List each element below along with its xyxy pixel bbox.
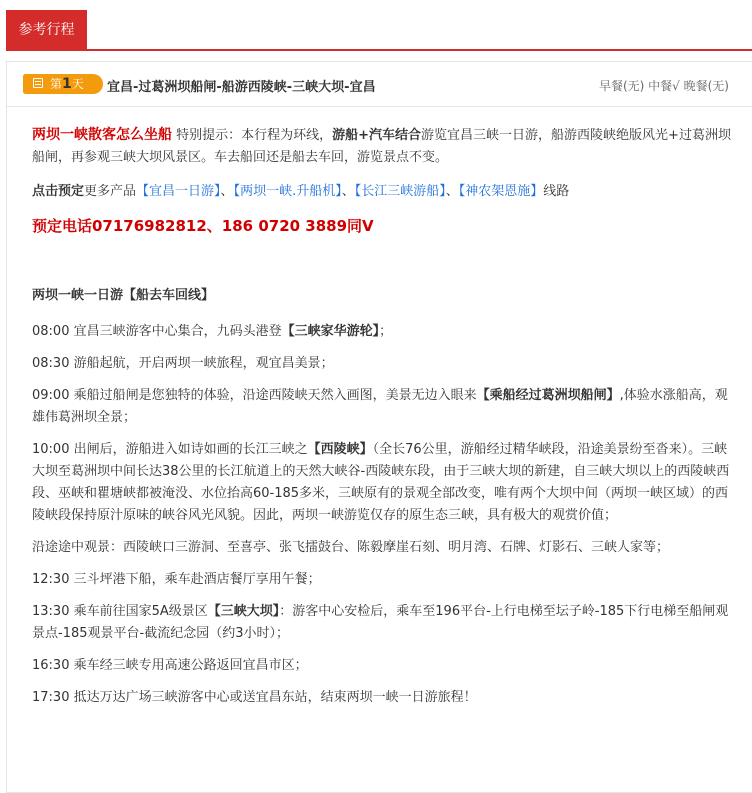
itinerary-step: 16:30 乘车经三峡专用高速公路返回宜昌市区； <box>32 658 308 673</box>
itinerary-step: 08:30 游船起航，开启两坝一峡旅程，观宜昌美景； <box>32 356 334 371</box>
intro-heading: 两坝一峡散客怎么坐船 <box>32 127 172 143</box>
meals-info: 早餐(无) 中餐√ 晚餐(无) <box>598 79 729 93</box>
day-title: 宜昌-过葛洲坝船闸-船游西陵峡-三峡大坝-宜昌 <box>107 80 376 95</box>
itinerary-title: 两坝一峡一日游【船去车回线】 <box>32 288 215 303</box>
itinerary-step: 沿途途中观景：西陵峡口三游洞、至喜亭、张飞擂鼓台、陈毅摩崖石刻、明月湾、石牌、灯影石、三峡人家等； <box>32 540 670 555</box>
day-badge <box>23 74 103 94</box>
link-shennongjia-enshi[interactable]: 【神农架恩施】 <box>458 184 544 199</box>
itinerary-tab[interactable]: 参考行程 <box>6 10 87 50</box>
calendar-icon <box>33 78 43 88</box>
day-panel <box>6 61 752 793</box>
itinerary-step: 12:30 三斗坪港下船，乘车赴酒店餐厅享用午餐； <box>32 572 321 587</box>
itinerary-step: 13:30 乘车前往国家5A级景区【三峡大坝】：游客中心安检后，乘车至196平台-上行电梯至坛子岭-185下行电梯至船闸观景点-185观景平台-截流纪念园（约3小时）； <box>32 604 729 641</box>
booking-phone: 预定电话07176982812、186 0720 3889同V <box>32 217 374 235</box>
links-paragraph: 点击预定更多产品【宜昌一日游】、【两坝一峡.升船机】、【长江三峡游船】、【神农架恩施】线路 <box>32 184 570 199</box>
link-yichang-day-tour[interactable]: 【宜昌一日游】 <box>136 184 221 199</box>
itinerary-step: 17:30 抵达万达广场三峡游客中心或送宜昌东站，结束两坝一峡一日游旅程！ <box>32 690 477 705</box>
day-header <box>7 62 752 107</box>
itinerary-step: 08:00 宜昌三峡游客中心集合，九码头港登【三峡家华游轮】； <box>32 324 393 339</box>
itinerary-step: 10:00 出闸后，游船进入如诗如画的长江三峡之【西陵峡】（全长76公里，游船经过精华峡段，沿途美景纷至沓来）。三峡大坝至葛洲坝中间长达38公里的长江航道上的天然大峡谷-西陵峡东段，由于三峡大坝的新建，自三峡大坝以上的西陵峡西段、巫峡和瞿塘峡都被淹没、水位抬高60-185多米，三峡原有的景观全部改变，唯有两个大坝中间（两坝一峡区域）的西陵峡段保持原汁原味的峡谷风光风貌。因此，两坝一峡游览仅存的原生态三峡，具有极大的观赏价值； <box>32 442 730 523</box>
link-yangtze-cruise[interactable]: 【长江三峡游船】 <box>354 184 446 199</box>
itinerary-step: 09:00 乘船过船闸是您独特的体验，沿途西陵峡天然入画图，美景无边入眼来【乘船经过葛洲坝船闸】,体验水涨船高，观雄伟葛洲坝全景； <box>32 388 728 425</box>
day-label: 第1天 <box>50 76 84 92</box>
intro-paragraph: 两坝一峡散客怎么坐船 特别提示：本行程为环线，游船+汽车结合游览宜昌三峡一日游，船游西陵峡绝版风光+过葛洲坝船闸，再参观三峡大坝风景区。车去船回还是船去车回，游览景点不变。 <box>32 127 731 165</box>
tab-underline <box>6 49 752 51</box>
link-dams-ship-lift[interactable]: 【两坝一峡.升船机】 <box>233 184 342 199</box>
day-content <box>32 120 732 709</box>
